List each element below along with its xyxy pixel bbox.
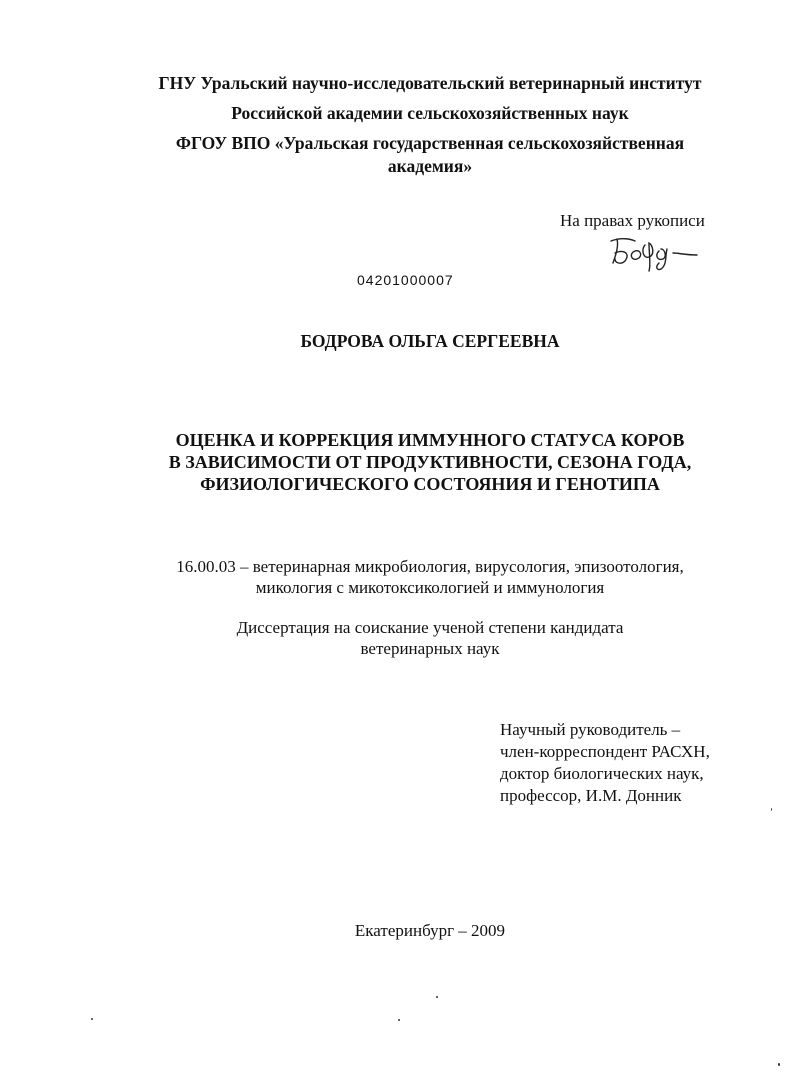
dissertation-title — [100, 429, 760, 495]
advisor-line: член-корреспондент РАСХН, — [500, 742, 710, 761]
city-year: Екатеринбург – 2009 — [354, 921, 506, 940]
advisor-line: доктор биологических наук, — [500, 764, 704, 783]
scan-speck — [436, 996, 438, 998]
title-line: В ЗАВИСИМОСТИ ОТ ПРОДУКТИВНОСТИ, СЕЗОНА ГОДА, — [168, 452, 692, 472]
document-code: 04201000007 — [357, 272, 454, 288]
degree-line: ветеринарных наук — [360, 639, 500, 658]
title-line: ОЦЕНКА И КОРРЕКЦИЯ ИММУННОГО СТАТУСА КОРОВ — [175, 430, 685, 450]
specialty — [100, 556, 760, 598]
handwritten-signature — [605, 227, 705, 275]
scan-speck — [778, 1063, 780, 1066]
manuscript-rights: На правах рукописи — [560, 211, 705, 230]
advisor-line: профессор, И.М. Донник — [500, 786, 682, 805]
scan-speck — [771, 808, 772, 811]
institution-line-3: ФГОУ ВПО «Уральская государственная сельскохозяйственная академия» — [175, 133, 685, 176]
institution-line-1: ГНУ Уральский научно-исследовательский ветеринарный институт — [158, 73, 702, 93]
title-line: ФИЗИОЛОГИЧЕСКОГО СОСТОЯНИЯ И ГЕНОТИПА — [200, 474, 660, 494]
specialty-line: микология с микотоксикологией и иммунология — [255, 578, 605, 597]
advisor-line: Научный руководитель – — [500, 720, 681, 739]
institution-line-2: Российской академии сельскохозяйственных наук — [231, 103, 629, 123]
author-name: БОДРОВА ОЛЬГА СЕРГЕЕВНА — [300, 331, 560, 351]
scan-speck — [91, 1018, 93, 1020]
degree-line: Диссертация на соискание ученой степени кандидата — [236, 618, 624, 637]
scientific-advisor — [500, 719, 710, 807]
degree-statement — [100, 617, 760, 659]
specialty-line: 16.00.03 – ветеринарная микробиология, вирусология, эпизоотология, — [176, 557, 684, 576]
scan-speck — [398, 1019, 400, 1021]
